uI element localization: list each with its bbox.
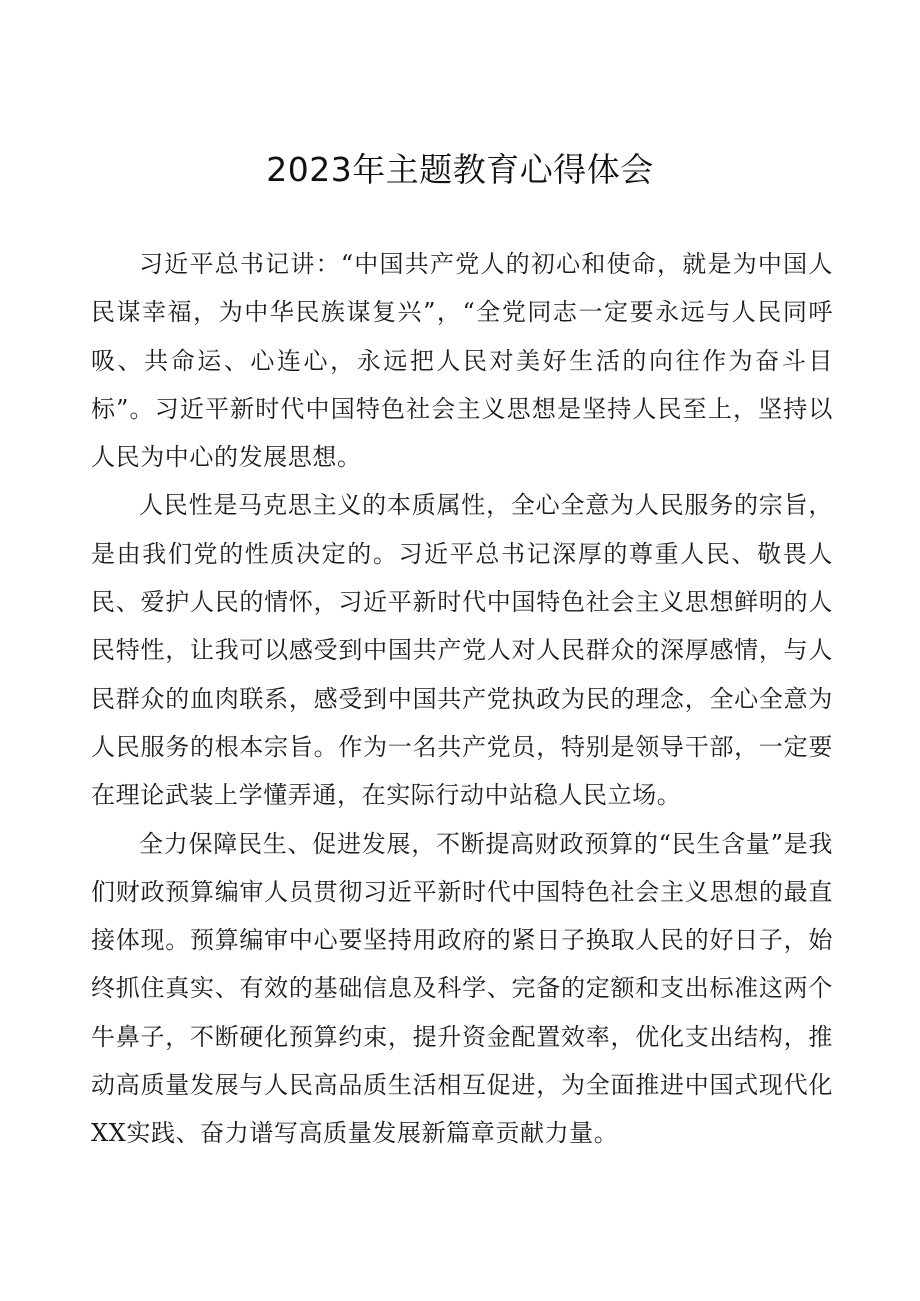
document-body [91,240,833,1158]
paragraph-1: 习近平总书记讲：“中国共产党人的初心和使命，就是为中国人民谋幸福，为中华民族谋复兴”，“全党同志一定要永远与人民同呼吸、共命运、心连心，永远把人民对美好生活的向往作为奋斗目标”。习近平新时代中国特色社会主义思想是坚持人民至上，坚持以人民为中心的发展思想。 [91,250,833,472]
paragraph-3: 全力保障民生、促进发展，不断提高财政预算的“民生含量”是我们财政预算编审人员贯彻习近平新时代中国特色社会主义思想的最直接体现。预算编审中心要坚持用政府的紧日子换取人民的好日子，始终抓住真实、有效的基础信息及科学、完备的定额和支出标准这两个牛鼻子，不断硬化预算约束，提升资金配置效率，优化支出结构，推动高质量发展与人民高品质生活相互促进，为全面推进中国式现代化XX实践、奋力谱写高质量发展新篇章贡献力量。 [91,829,833,1148]
document-title: 2023年主题教育心得体会 [266,150,654,189]
paragraph-2: 人民性是马克思主义的本质属性，全心全意为人民服务的宗旨，是由我们党的性质决定的。习近平总书记深厚的尊重人民、敬畏人民、爱护人民的情怀，习近平新时代中国特色社会主义思想鲜明的人民特性，让我可以感受到中国共产党人对人民群众的深厚感情，与人民群众的血肉联系，感受到中国共产党执政为民的理念，全心全意为人民服务的根本宗旨。作为一名共产党员，特别是领导干部，一定要在理论武装上学懂弄通，在实际行动中站稳人民立场。 [91,491,833,810]
